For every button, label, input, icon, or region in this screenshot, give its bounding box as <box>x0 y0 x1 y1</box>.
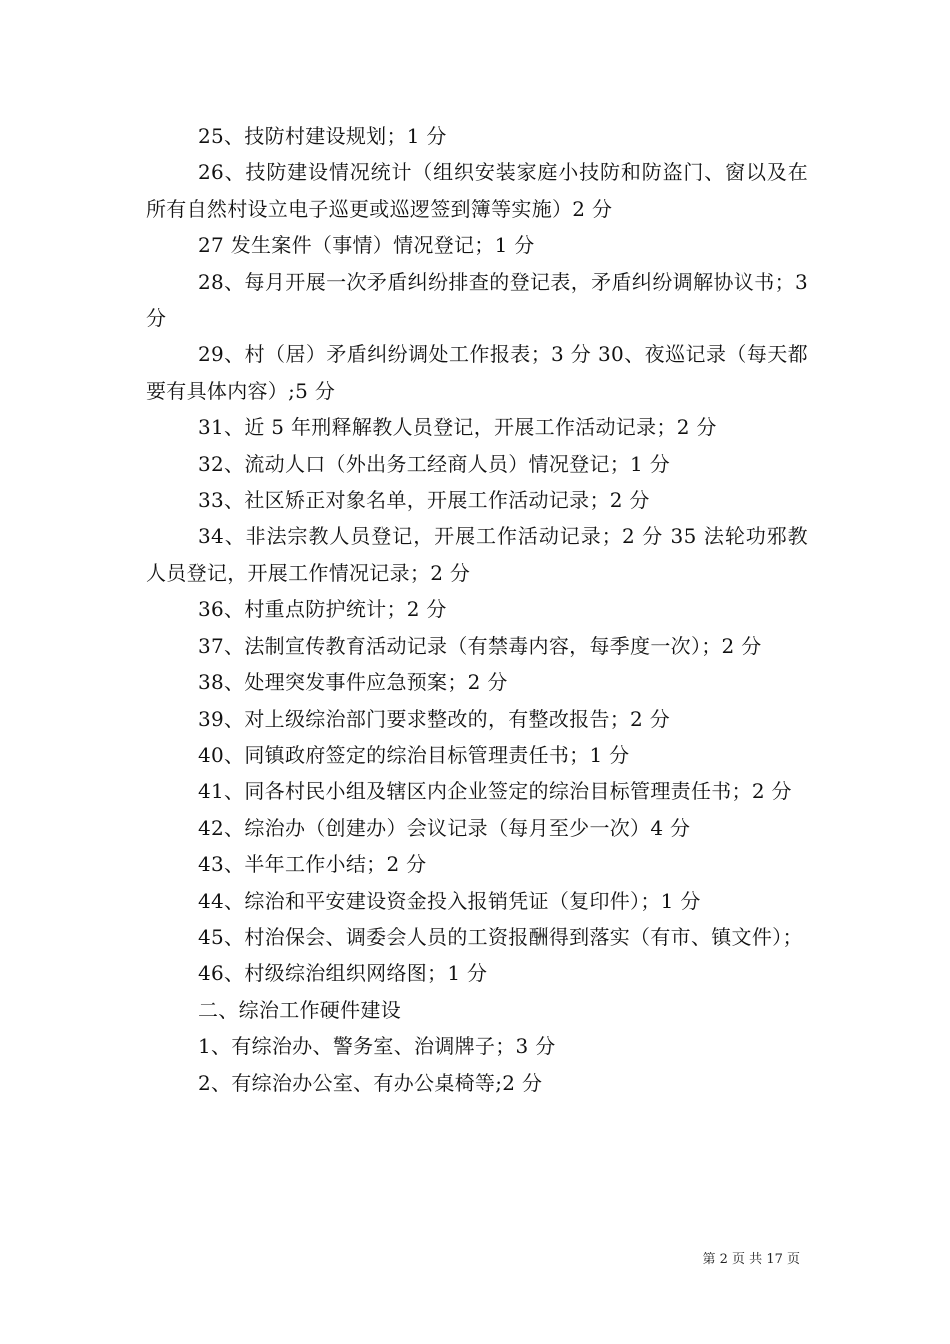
list-item: 28、每月开展一次矛盾纠纷排查的登记表，矛盾纠纷调解协议书；3 分 <box>146 269 808 331</box>
list-item: 42、综治办（创建办）会议记录（每月至少一次）4 分 <box>198 815 691 840</box>
list-item: 39、对上级综治部门要求整改的，有整改报告；2 分 <box>198 706 671 731</box>
list-item: 45、村治保会、调委会人员的工资报酬得到落实（有市、镇文件）； <box>198 924 803 949</box>
page-number: 第 2 页 共 17 页 <box>702 1252 800 1267</box>
list-item: 38、处理突发事件应急预案；2 分 <box>198 670 508 695</box>
list-item: 31、近 5 年刑释解教人员登记，开展工作活动记录；2 分 <box>198 415 717 440</box>
list-item: 46、村级综治组织网络图；1 分 <box>198 961 488 986</box>
document-body <box>146 118 808 1101</box>
list-item: 37、法制宣传教育活动记录（有禁毒内容，每季度一次）；2 分 <box>198 633 762 658</box>
list-item: 34、非法宗教人员登记，开展工作活动记录；2 分 35 法轮功邪教人员登记，开展工作情况记录；2 分 <box>146 524 808 585</box>
list-item: 29、村（居）矛盾纠纷调处工作报表；3 分 30、夜巡记录（每天都要有具体内容）;5 分 <box>146 342 808 403</box>
list-item: 33、社区矫正对象名单，开展工作活动记录；2 分 <box>198 488 650 513</box>
list-item: 1、有综治办、警务室、治调牌子；3 分 <box>198 1034 556 1059</box>
list-item: 32、流动人口（外出务工经商人员）情况登记；1 分 <box>198 451 671 476</box>
list-item: 25、技防村建设规划；1 分 <box>198 124 447 148</box>
list-item: 40、同镇政府签定的综治目标管理责任书；1 分 <box>198 742 630 767</box>
list-item: 44、综治和平安建设资金投入报销凭证（复印件）；1 分 <box>198 888 701 913</box>
section-heading: 二、综治工作硬件建设 <box>198 997 401 1022</box>
list-item: 41、同各村民小组及辖区内企业签定的综治目标管理责任书；2 分 <box>198 779 792 804</box>
list-item: 27 发生案件（事情）情况登记；1 分 <box>198 233 535 258</box>
list-item: 43、半年工作小结；2 分 <box>198 852 427 877</box>
list-item: 2、有综治办公室、有办公桌椅等;2 分 <box>198 1070 543 1095</box>
list-item: 36、村重点防护统计；2 分 <box>198 597 447 622</box>
list-item: 26、技防建设情况统计（组织安装家庭小技防和防盗门、窗以及在所有自然村设立电子巡更或巡逻签到簿等实施）2 分 <box>146 160 808 221</box>
